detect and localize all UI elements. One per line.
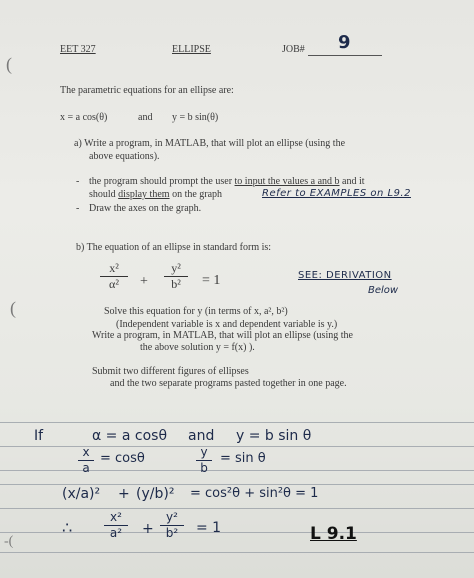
intro-text: The parametric equations for an ellipse are: xyxy=(60,85,234,96)
ruled-line xyxy=(0,446,474,447)
derivation-x-equation: α = a cosθ xyxy=(92,428,168,444)
ruled-line xyxy=(0,552,474,553)
derivation-final-x xyxy=(104,511,128,540)
derivation-final-x-num: x² xyxy=(110,510,122,524)
bullet1-text-post: and it xyxy=(339,176,365,187)
variable-note: (Independent variable is x and dependent variable is y.) xyxy=(116,319,338,330)
submit-line1: Submit two different figures of ellipses xyxy=(92,366,249,377)
bullet1-l2-post: on the graph xyxy=(169,189,223,200)
write-program-instruction: Write a program, in MATLAB, that will plot an ellipse (using the xyxy=(92,330,353,341)
derivation-x-num: x xyxy=(82,445,90,459)
fraction-y-over-b xyxy=(164,262,188,291)
derivation-final-y xyxy=(160,511,184,540)
margin-mark-middle: ( xyxy=(10,298,16,318)
fraction-y-num: y² xyxy=(171,261,181,275)
job-number-line xyxy=(308,55,382,56)
bullet1-l2-pre: should xyxy=(89,189,119,200)
submit-line2: and the two separate programs pasted together in one page. xyxy=(110,378,347,389)
bullet1-text-underlined: to input the values a and b xyxy=(234,176,340,187)
handnote-see-derivation: SEE: DERIVATION xyxy=(298,270,392,281)
derivation-therefore: ∴ xyxy=(62,518,73,537)
part-a-bullet1-line1 xyxy=(89,176,365,188)
derivation-sin: = sin θ xyxy=(220,451,266,466)
derivation-y-num: y xyxy=(200,445,208,459)
ruled-line xyxy=(0,422,474,423)
part-b-line1: b) The equation of an ellipse in standard form is: xyxy=(76,242,272,253)
ruled-line xyxy=(0,470,474,471)
equation-y: y = b sin(θ) xyxy=(172,112,219,123)
derivation-y-over-b xyxy=(196,446,212,475)
equation-plus: + xyxy=(140,274,148,289)
derivation-if: If xyxy=(34,428,44,444)
fraction-x-den: α² xyxy=(109,277,119,291)
above-solution: the above solution y = f(x) ). xyxy=(140,342,255,353)
derivation-final-x-den: a² xyxy=(109,526,123,540)
equation-rhs: = 1 xyxy=(202,273,221,288)
derivation-identity: = cos²θ + sin²θ = 1 xyxy=(190,486,319,501)
fraction-y-den: b² xyxy=(171,277,181,291)
label-l91: L 9.1 xyxy=(310,524,357,544)
bullet-dash-1: - xyxy=(76,176,80,187)
derivation-a-den: a xyxy=(82,461,90,475)
derivation-and: and xyxy=(188,428,215,444)
job-label: JOB# xyxy=(282,44,305,55)
ruled-line xyxy=(0,484,474,485)
part-a-line2: above equations). xyxy=(89,151,160,162)
fraction-x-over-alpha xyxy=(100,262,128,291)
fraction-x-num: x² xyxy=(109,261,119,275)
bullet-dash-2: - xyxy=(76,203,80,214)
derivation-plus: + xyxy=(118,486,130,502)
handnote-refer-examples: Refer to EXAMPLES on L9.2 xyxy=(262,188,411,199)
equation-and: and xyxy=(138,112,153,123)
derivation-final-y-num: y² xyxy=(166,510,178,524)
derivation-x-over-a-squared: (x/a)² xyxy=(62,486,101,502)
margin-mark-top: ( xyxy=(6,54,12,74)
bullet1-text-pre: the program should prompt the user xyxy=(89,176,235,187)
derivation-final-rhs: = 1 xyxy=(196,520,222,536)
part-a-bullet1-line2 xyxy=(89,189,222,201)
ruled-line xyxy=(0,508,474,509)
part-a-bullet2: Draw the axes on the graph. xyxy=(89,203,202,214)
part-a-line1: a) Write a program, in MATLAB, that will plot an ellipse (using the xyxy=(74,138,346,149)
derivation-b-den: b xyxy=(200,461,208,475)
handnote-below: Below xyxy=(368,285,399,296)
topic-title: ELLIPSE xyxy=(172,44,211,55)
derivation-x-over-a xyxy=(78,446,94,475)
derivation-final-y-den: b² xyxy=(165,526,179,540)
derivation-y-over-b-squared: (y/b)² xyxy=(136,486,175,502)
bullet1-l2-underlined: display them xyxy=(118,189,170,200)
derivation-cos: = cosθ xyxy=(100,451,145,466)
derivation-y-equation: y = b sin θ xyxy=(236,428,312,444)
margin-mark-bottom: -( xyxy=(4,534,14,549)
equation-x: x = a cos(θ) xyxy=(60,112,108,123)
solve-instruction: Solve this equation for y (in terms of x, a², b²) xyxy=(104,306,288,317)
job-number: 9 xyxy=(338,32,351,53)
derivation-final-plus: + xyxy=(142,521,154,537)
course-code: EET 327 xyxy=(60,44,96,55)
